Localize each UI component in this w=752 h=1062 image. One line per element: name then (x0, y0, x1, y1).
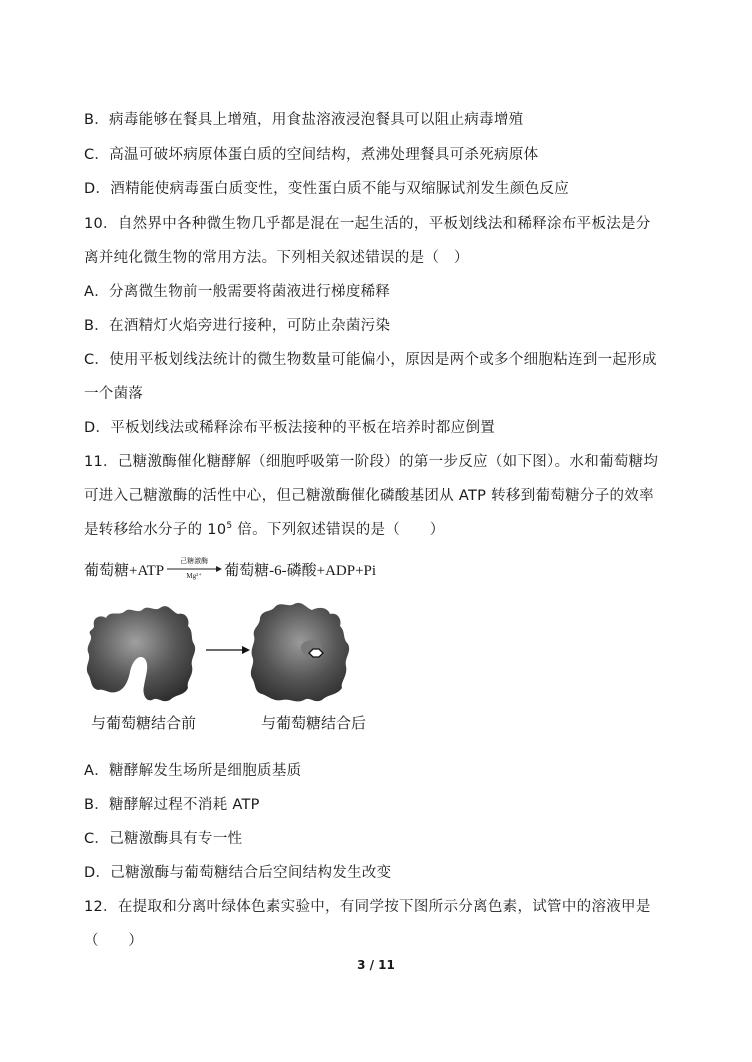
question-12-stem-line1: 12．在提取和分离叶绿体色素实验中，有同学按下图所示分离色素，试管中的溶液甲是 (84, 899, 651, 915)
question-10-stem-line1: 10．自然界中各种微生物几乎都是混在一起生活的，平板划线法和稀释涂布平板法是分 (84, 216, 651, 232)
equation-reactants: 葡萄糖+ATP (84, 562, 165, 579)
option-b-q10: B．在酒精灯火焰旁进行接种，可防止杂菌污染 (84, 318, 391, 334)
question-11-stem-line3 (84, 520, 445, 540)
reaction-arrow (166, 557, 222, 581)
option-d-q11: D．己糖激酶与葡萄糖结合后空间结构发生改变 (84, 865, 392, 881)
option-d-q10: D．平板划线法或稀释涂布平板法接种的平板在培养时都应倒置 (84, 420, 496, 436)
option-c-q11: C．己糖激酶具有专一性 (84, 831, 243, 847)
caption-before-binding: 与葡萄糖结合前 (91, 716, 197, 732)
arrow-before-after (206, 646, 250, 654)
glucose-hexagon-icon (309, 649, 323, 657)
equation-products: 葡萄糖-6-磷酸+ADP+Pi (224, 562, 377, 579)
reaction-equation (84, 557, 376, 581)
page-number: 3 / 11 (357, 958, 395, 972)
option-b-q9: B．病毒能够在餐具上增殖，用食盐溶液浸泡餐具可以阻止病毒增殖 (84, 112, 524, 128)
option-a-q11: A．糖酵解发生场所是细胞质基质 (84, 763, 302, 779)
caption-after-binding: 与葡萄糖结合后 (261, 716, 367, 732)
enzyme-label: 己糖激酶 (180, 557, 209, 565)
option-c-q10-line1: C．使用平板划线法统计的微生物数量可能偏小，原因是两个或多个细胞粘连到一起形成 (84, 352, 657, 368)
question-10-stem-line2: 离并纯化微生物的常用方法。下列相关叙述错误的是（ ） (84, 250, 469, 266)
option-b-q11: B．糖酵解过程不消耗 ATP (84, 797, 260, 813)
question-11-stem-line2: 可进入己糖激酶的活性中心，但己糖激酶催化磷酸基团从 ATP 转移到葡萄糖分子的效率 (84, 488, 654, 504)
enzyme-before-shape (87, 606, 195, 701)
exponent: 5 (226, 521, 233, 532)
option-d-q9: D．酒精能使病毒蛋白质变性，变性蛋白质不能与双缩脲试剂发生颜色反应 (84, 181, 570, 197)
stem-text-b: 倍。下列叙述错误的是（ ） (232, 522, 445, 538)
stem-text-a: 是转移给水分子的 10 (84, 522, 227, 538)
option-c-q10-line2: 一个菌落 (84, 386, 144, 402)
option-a-q10: A．分离微生物前一般需要将菌液进行梯度稀释 (84, 284, 391, 300)
cofactor-label: Mg²⁺ (186, 572, 202, 580)
question-12-stem-line2: （ ） (84, 933, 144, 949)
enzyme-after-shape (251, 603, 349, 702)
enzyme-conformation-figure (84, 596, 384, 708)
option-c-q9: C．高温可破坏病原体蛋白质的空间结构，煮沸处理餐具可杀死病原体 (84, 147, 539, 163)
question-11-stem-line1: 11．己糖激酶催化糖酵解（细胞呼吸第一阶段）的第一步反应（如下图）。水和葡萄糖均 (84, 454, 659, 470)
